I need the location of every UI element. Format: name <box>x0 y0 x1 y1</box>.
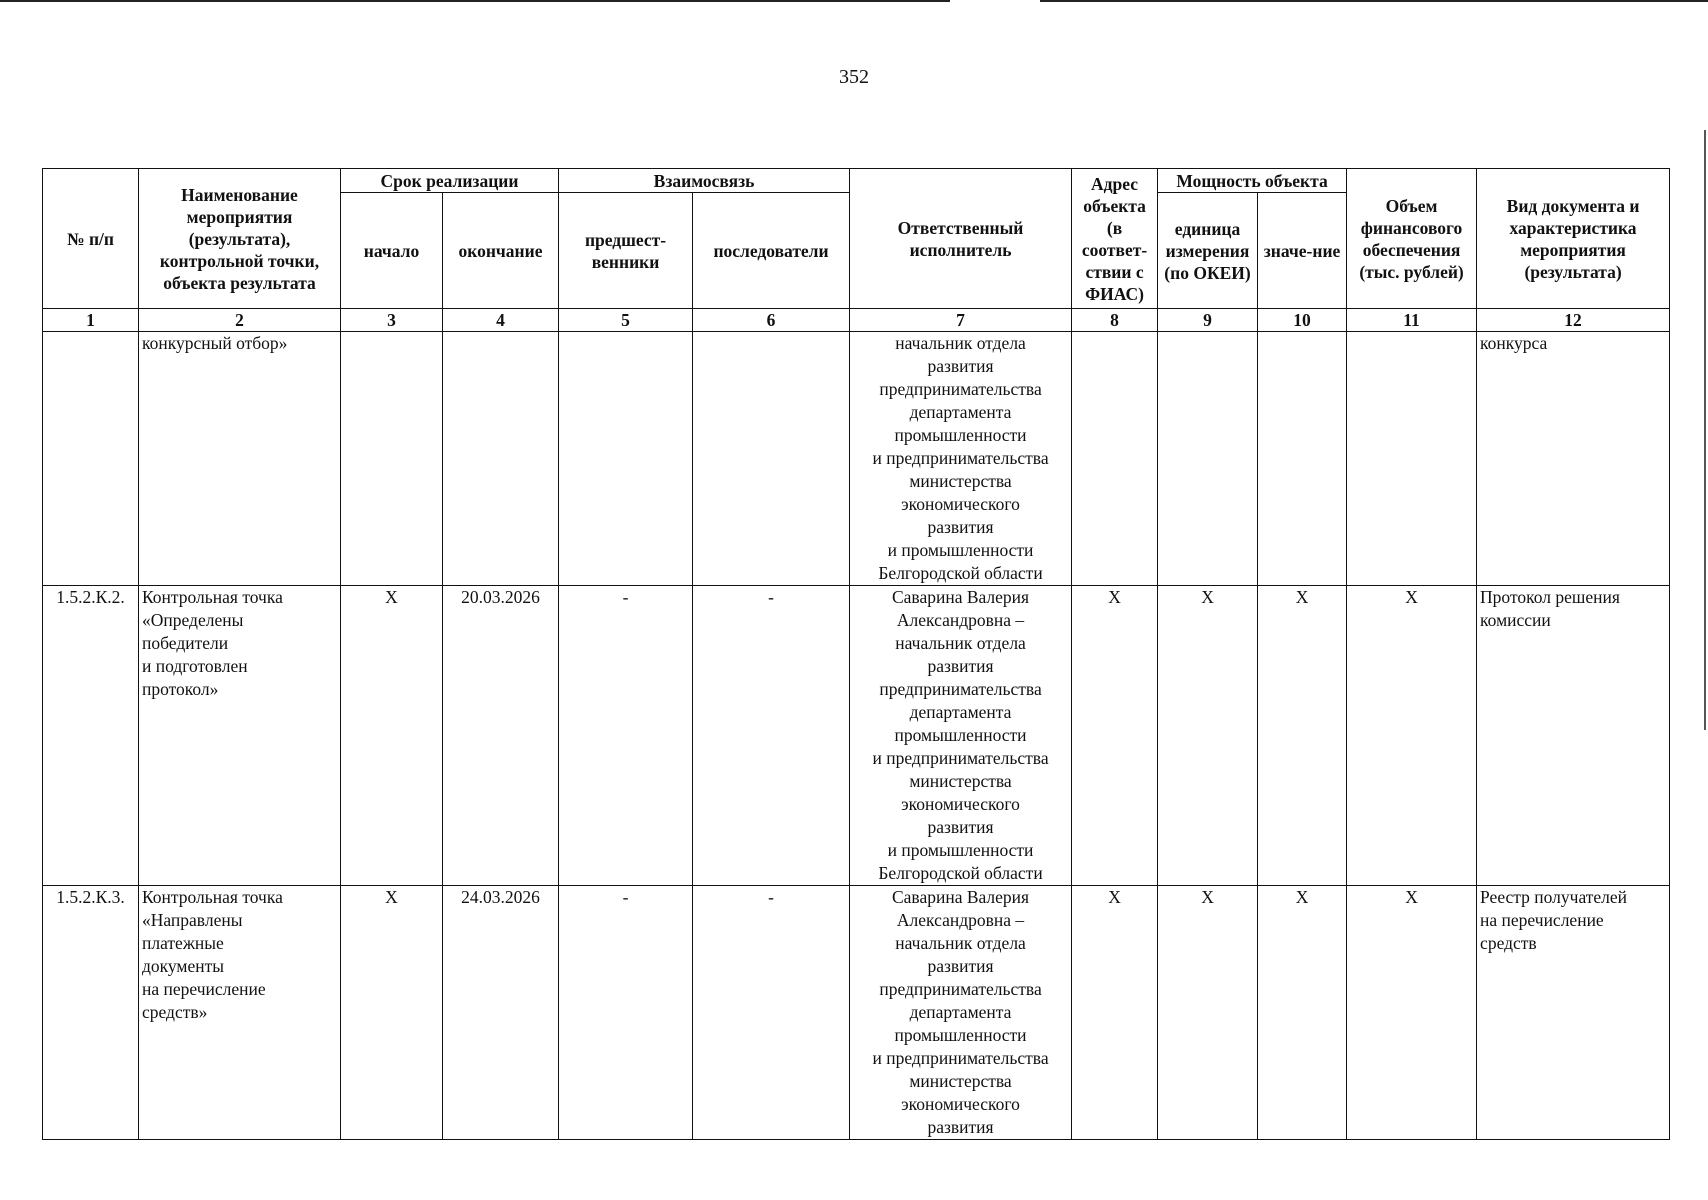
header-name: Наименование мероприятия (результата), контрольной точки, объекта результата <box>139 169 341 309</box>
cell-num: 1.5.2.К.3. <box>43 886 139 1140</box>
cell-line: и промышленности <box>887 840 1034 860</box>
cell-line: Протокол решения <box>1480 587 1620 607</box>
cell-finance: X <box>1347 886 1477 1140</box>
cell-start: X <box>341 586 443 886</box>
cell-line: конкурса <box>1480 333 1548 353</box>
cell-line: победители <box>142 633 229 653</box>
header-capacity-group: Мощность объекта <box>1158 169 1347 193</box>
cell-line: департамента <box>909 1002 1012 1022</box>
cell-line: развития <box>927 1117 994 1137</box>
cell-line: Контрольная точка <box>142 587 283 607</box>
cell-line: Саварина Валерия <box>891 887 1030 907</box>
cell-value: X <box>1258 886 1347 1140</box>
cell-successors: - <box>693 586 850 886</box>
cell-line: начальник отдела <box>895 633 1026 653</box>
header-term-group: Срок реализации <box>341 169 559 193</box>
header-finance: Объем финансового обеспечения (тыс. рублей) <box>1347 169 1477 309</box>
cell-doc <box>1477 586 1670 886</box>
cell-line: начальник отдела <box>895 933 1026 953</box>
scan-edge-line <box>1040 0 1708 2</box>
cell-line: экономического <box>901 794 1020 814</box>
header-link-group: Взаимосвязь <box>559 169 850 193</box>
header-address: Адрес объекта (в соответ-ствии с ФИАС) <box>1072 169 1158 309</box>
column-number: 6 <box>693 309 850 332</box>
plan-table <box>42 168 1670 1140</box>
header-start: начало <box>341 193 443 309</box>
cell-line: и промышленности <box>887 540 1034 560</box>
cell-responsible <box>850 332 1072 586</box>
cell-responsible <box>850 886 1072 1140</box>
table-row <box>43 332 1670 586</box>
cell-num <box>43 332 139 586</box>
cell-finance: X <box>1347 586 1477 886</box>
header-value: значе-ние <box>1258 193 1347 309</box>
cell-line: Александровна – <box>896 910 1025 930</box>
scan-edge-line <box>0 0 950 2</box>
cell-doc <box>1477 886 1670 1140</box>
column-number: 7 <box>850 309 1072 332</box>
cell-num: 1.5.2.К.2. <box>43 586 139 886</box>
header-predecessors: предшест-венники <box>559 193 693 309</box>
column-number: 12 <box>1477 309 1670 332</box>
cell-line: экономического <box>901 494 1020 514</box>
column-number: 3 <box>341 309 443 332</box>
cell-line: средств <box>1480 933 1537 953</box>
cell-line: на перечисление <box>1480 910 1604 930</box>
cell-line: комиссии <box>1480 610 1551 630</box>
cell-line: Белгородской области <box>878 563 1043 583</box>
cell-line: министерства <box>909 471 1012 491</box>
table-row <box>43 886 1670 1140</box>
cell-line: министерства <box>909 771 1012 791</box>
cell-line: предпринимательства <box>879 679 1042 699</box>
cell-successors: - <box>693 886 850 1140</box>
table-row <box>43 586 1670 886</box>
cell-line: промышленности <box>894 1025 1027 1045</box>
header-unit: единица измерения (по ОКЕИ) <box>1158 193 1258 309</box>
cell-responsible <box>850 586 1072 886</box>
cell-line: Контрольная точка <box>142 887 283 907</box>
header-responsible: Ответственный исполнитель <box>850 169 1072 309</box>
cell-line: и предпринимательства <box>872 1048 1049 1068</box>
cell-doc <box>1477 332 1670 586</box>
cell-line: промышленности <box>894 725 1027 745</box>
cell-line: на перечисление <box>142 979 266 999</box>
column-number: 4 <box>443 309 559 332</box>
scan-edge-line <box>1704 130 1706 730</box>
cell-line: и предпринимательства <box>872 448 1049 468</box>
cell-unit <box>1158 332 1258 586</box>
cell-line: «Направлены <box>142 910 243 930</box>
cell-line: департамента <box>909 402 1012 422</box>
cell-line: «Определены <box>142 610 244 630</box>
cell-value: X <box>1258 586 1347 886</box>
column-number: 9 <box>1158 309 1258 332</box>
cell-line: развития <box>927 656 994 676</box>
cell-end: 24.03.2026 <box>443 886 559 1140</box>
cell-value <box>1258 332 1347 586</box>
column-number: 2 <box>139 309 341 332</box>
cell-predecessors: - <box>559 886 693 1140</box>
cell-unit: X <box>1158 886 1258 1140</box>
cell-line: конкурсный отбор» <box>142 333 288 353</box>
header-end: окончание <box>443 193 559 309</box>
cell-line: средств» <box>142 1002 208 1022</box>
cell-name <box>139 332 341 586</box>
cell-line: протокол» <box>142 679 219 699</box>
header-doc: Вид документа и характеристика мероприятия (результата) <box>1477 169 1670 309</box>
column-number: 1 <box>43 309 139 332</box>
cell-name <box>139 586 341 886</box>
cell-name <box>139 886 341 1140</box>
cell-line: министерства <box>909 1071 1012 1091</box>
cell-end: 20.03.2026 <box>443 586 559 886</box>
column-number: 11 <box>1347 309 1477 332</box>
cell-line: платежные <box>142 933 224 953</box>
cell-address <box>1072 332 1158 586</box>
cell-predecessors <box>559 332 693 586</box>
cell-line: Белгородской области <box>878 863 1043 883</box>
column-number: 8 <box>1072 309 1158 332</box>
cell-line: промышленности <box>894 425 1027 445</box>
cell-line: и подготовлен <box>142 656 248 676</box>
column-number: 5 <box>559 309 693 332</box>
cell-line: и предпринимательства <box>872 748 1049 768</box>
cell-successors <box>693 332 850 586</box>
cell-unit: X <box>1158 586 1258 886</box>
cell-line: развития <box>927 817 994 837</box>
cell-predecessors: - <box>559 586 693 886</box>
cell-line: развития <box>927 517 994 537</box>
cell-line: развития <box>927 956 994 976</box>
cell-line: Александровна – <box>896 610 1025 630</box>
cell-finance <box>1347 332 1477 586</box>
cell-line: Реестр получателей <box>1480 887 1628 907</box>
cell-line: экономического <box>901 1094 1020 1114</box>
cell-start <box>341 332 443 586</box>
cell-line: предпринимательства <box>879 379 1042 399</box>
cell-end <box>443 332 559 586</box>
cell-line: документы <box>142 956 225 976</box>
header-successors: последователи <box>693 193 850 309</box>
cell-line: департамента <box>909 702 1012 722</box>
column-number: 10 <box>1258 309 1347 332</box>
cell-line: предпринимательства <box>879 979 1042 999</box>
cell-line: начальник отдела <box>895 333 1026 353</box>
header-num: № п/п <box>43 169 139 309</box>
cell-address: X <box>1072 886 1158 1140</box>
cell-start: X <box>341 886 443 1140</box>
cell-address: X <box>1072 586 1158 886</box>
cell-line: Саварина Валерия <box>891 587 1030 607</box>
cell-line: развития <box>927 356 994 376</box>
page-number: 352 <box>839 66 869 88</box>
